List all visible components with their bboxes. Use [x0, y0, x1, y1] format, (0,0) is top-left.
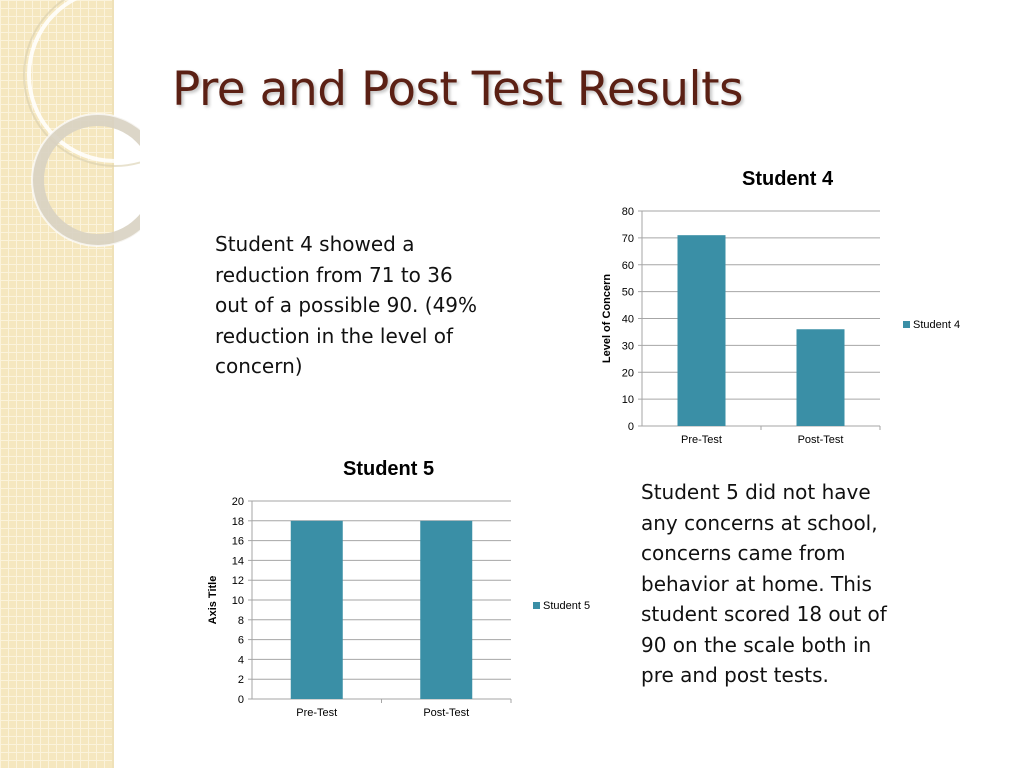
y-tick-label: 80 [621, 206, 634, 218]
x-category-label: Pre-Test [681, 434, 722, 446]
legend-label: Student 5 [543, 600, 591, 612]
y-axis-title: Axis Title [207, 575, 219, 625]
chart-title: Student 4 [742, 168, 834, 190]
y-tick-label: 10 [231, 595, 244, 607]
decorative-rings [0, 0, 140, 260]
decorative-ring-large-shadow [24, 0, 140, 166]
x-category-label: Post-Test [423, 707, 470, 719]
decorative-ring-small-highlight [32, 114, 140, 246]
legend-swatch [903, 321, 910, 328]
y-tick-label: 6 [237, 634, 244, 647]
chart-canvas [200, 450, 610, 735]
decorative-ring-small [38, 120, 140, 240]
y-axis-title: Level of Concern [601, 273, 613, 364]
chart-canvas [590, 160, 990, 460]
bar [797, 329, 845, 426]
bar [678, 235, 726, 426]
y-tick-label: 0 [627, 421, 634, 433]
y-tick-label: 60 [621, 259, 634, 272]
student5-chart [200, 450, 610, 735]
y-tick-label: 20 [621, 367, 634, 380]
student4-summary-text: Student 4 showed a reduction from 71 to 36 out of a possible 90. (49% reduction in the level of concern) [215, 232, 478, 378]
legend-swatch [533, 602, 540, 609]
y-tick-label: 2 [237, 674, 244, 687]
y-tick-label: 50 [621, 286, 634, 299]
bar [420, 521, 472, 699]
slide-title: Pre and Post Test Results [172, 62, 744, 117]
y-tick-label: 70 [621, 232, 634, 245]
y-tick-label: 12 [231, 575, 244, 588]
y-tick-label: 14 [231, 555, 244, 568]
y-tick-label: 40 [621, 313, 634, 326]
y-tick-label: 10 [621, 394, 634, 407]
student4-chart [590, 160, 990, 460]
y-tick-label: 8 [237, 614, 244, 627]
decorative-ring-large [29, 0, 140, 161]
legend-label: Student 4 [913, 319, 961, 331]
y-tick-label: 16 [231, 535, 244, 548]
y-tick-label: 4 [237, 654, 244, 667]
bar [291, 521, 343, 699]
x-category-label: Pre-Test [296, 707, 338, 719]
student5-summary-text: Student 5 did not have any concerns at school, concerns came from behavior at home. This student scored 18 out of 90 on the scale both in pre and post tests. [641, 480, 887, 687]
x-category-label: Post-Test [797, 434, 844, 446]
y-tick-label: 0 [237, 694, 244, 706]
y-tick-label: 20 [231, 496, 244, 508]
chart-title: Student 5 [343, 458, 435, 480]
y-tick-label: 18 [231, 515, 244, 528]
y-tick-label: 30 [621, 340, 634, 353]
